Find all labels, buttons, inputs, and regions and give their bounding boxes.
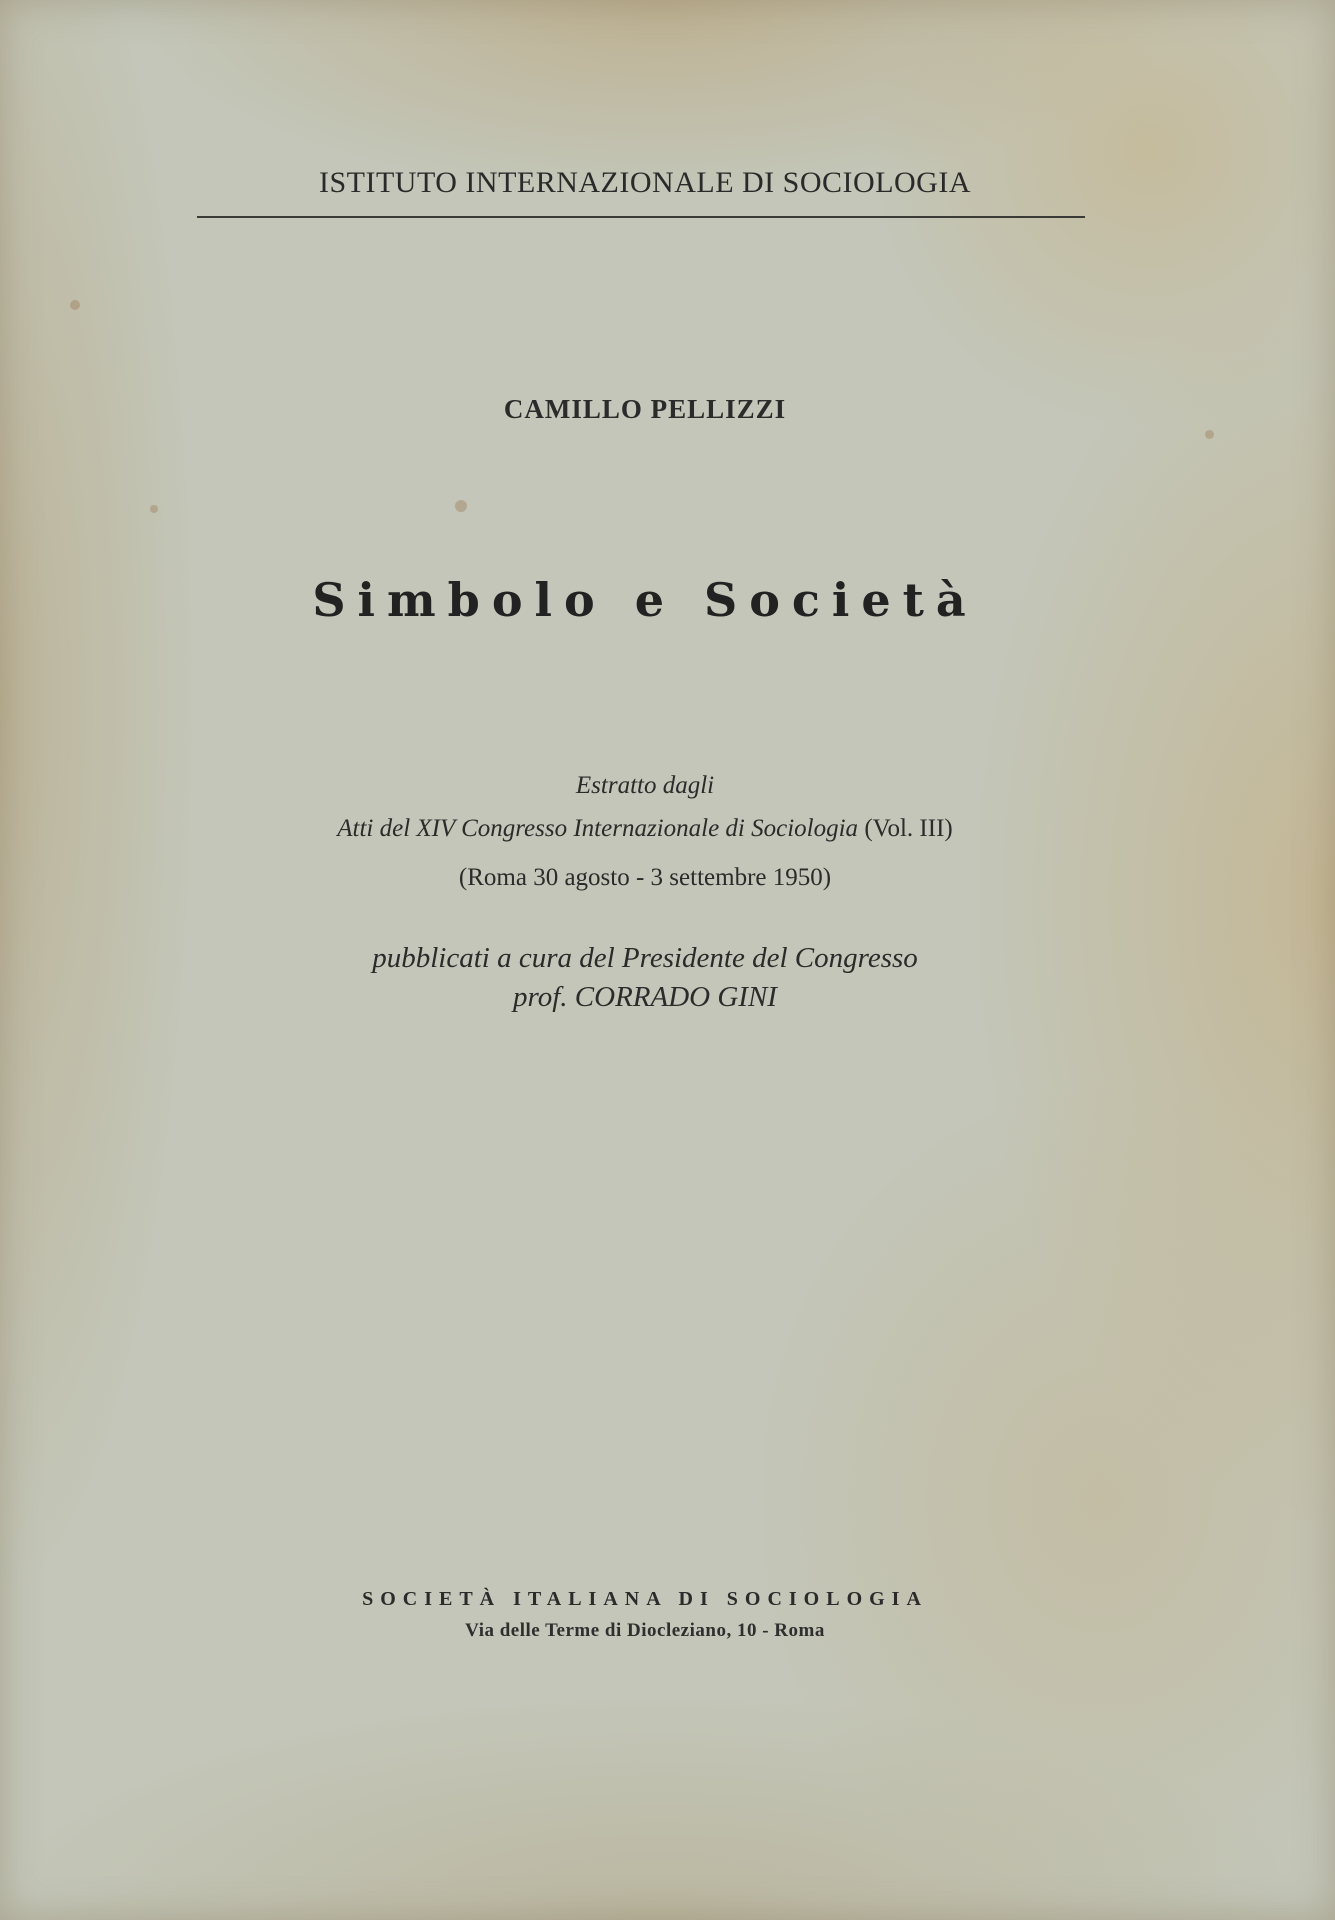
author-name: CAMILLO PELLIZZI bbox=[503, 394, 787, 424]
stain-mark bbox=[150, 505, 158, 513]
institute-heading: ISTITUTO INTERNAZIONALE DI SOCIOLOGIA bbox=[318, 166, 971, 199]
published-line: pubblicati a cura del Presidente del Congresso bbox=[372, 942, 918, 974]
extract-source bbox=[0, 815, 1290, 843]
stain-mark bbox=[1205, 430, 1214, 439]
publisher-address: Via delle Terme di Diocleziano, 10 - Roma bbox=[465, 1620, 825, 1641]
stain-mark bbox=[70, 300, 80, 310]
stain-mark bbox=[455, 500, 467, 512]
extract-dates: (Roma 30 agosto - 3 settembre 1950) bbox=[458, 864, 832, 891]
heading-rule bbox=[197, 216, 1085, 218]
editor-line: prof. CORRADO GINI bbox=[513, 981, 777, 1013]
extract-label: Estratto dagli bbox=[575, 772, 715, 799]
source-title: Atti del XIV Congresso Internazionale di Sociologia bbox=[337, 815, 859, 842]
source-volume: (Vol. III) bbox=[858, 815, 953, 842]
document-title: Simbolo e Società bbox=[312, 573, 978, 627]
publisher-name: SOCIETÀ ITALIANA DI SOCIOLOGIA bbox=[362, 1588, 928, 1610]
